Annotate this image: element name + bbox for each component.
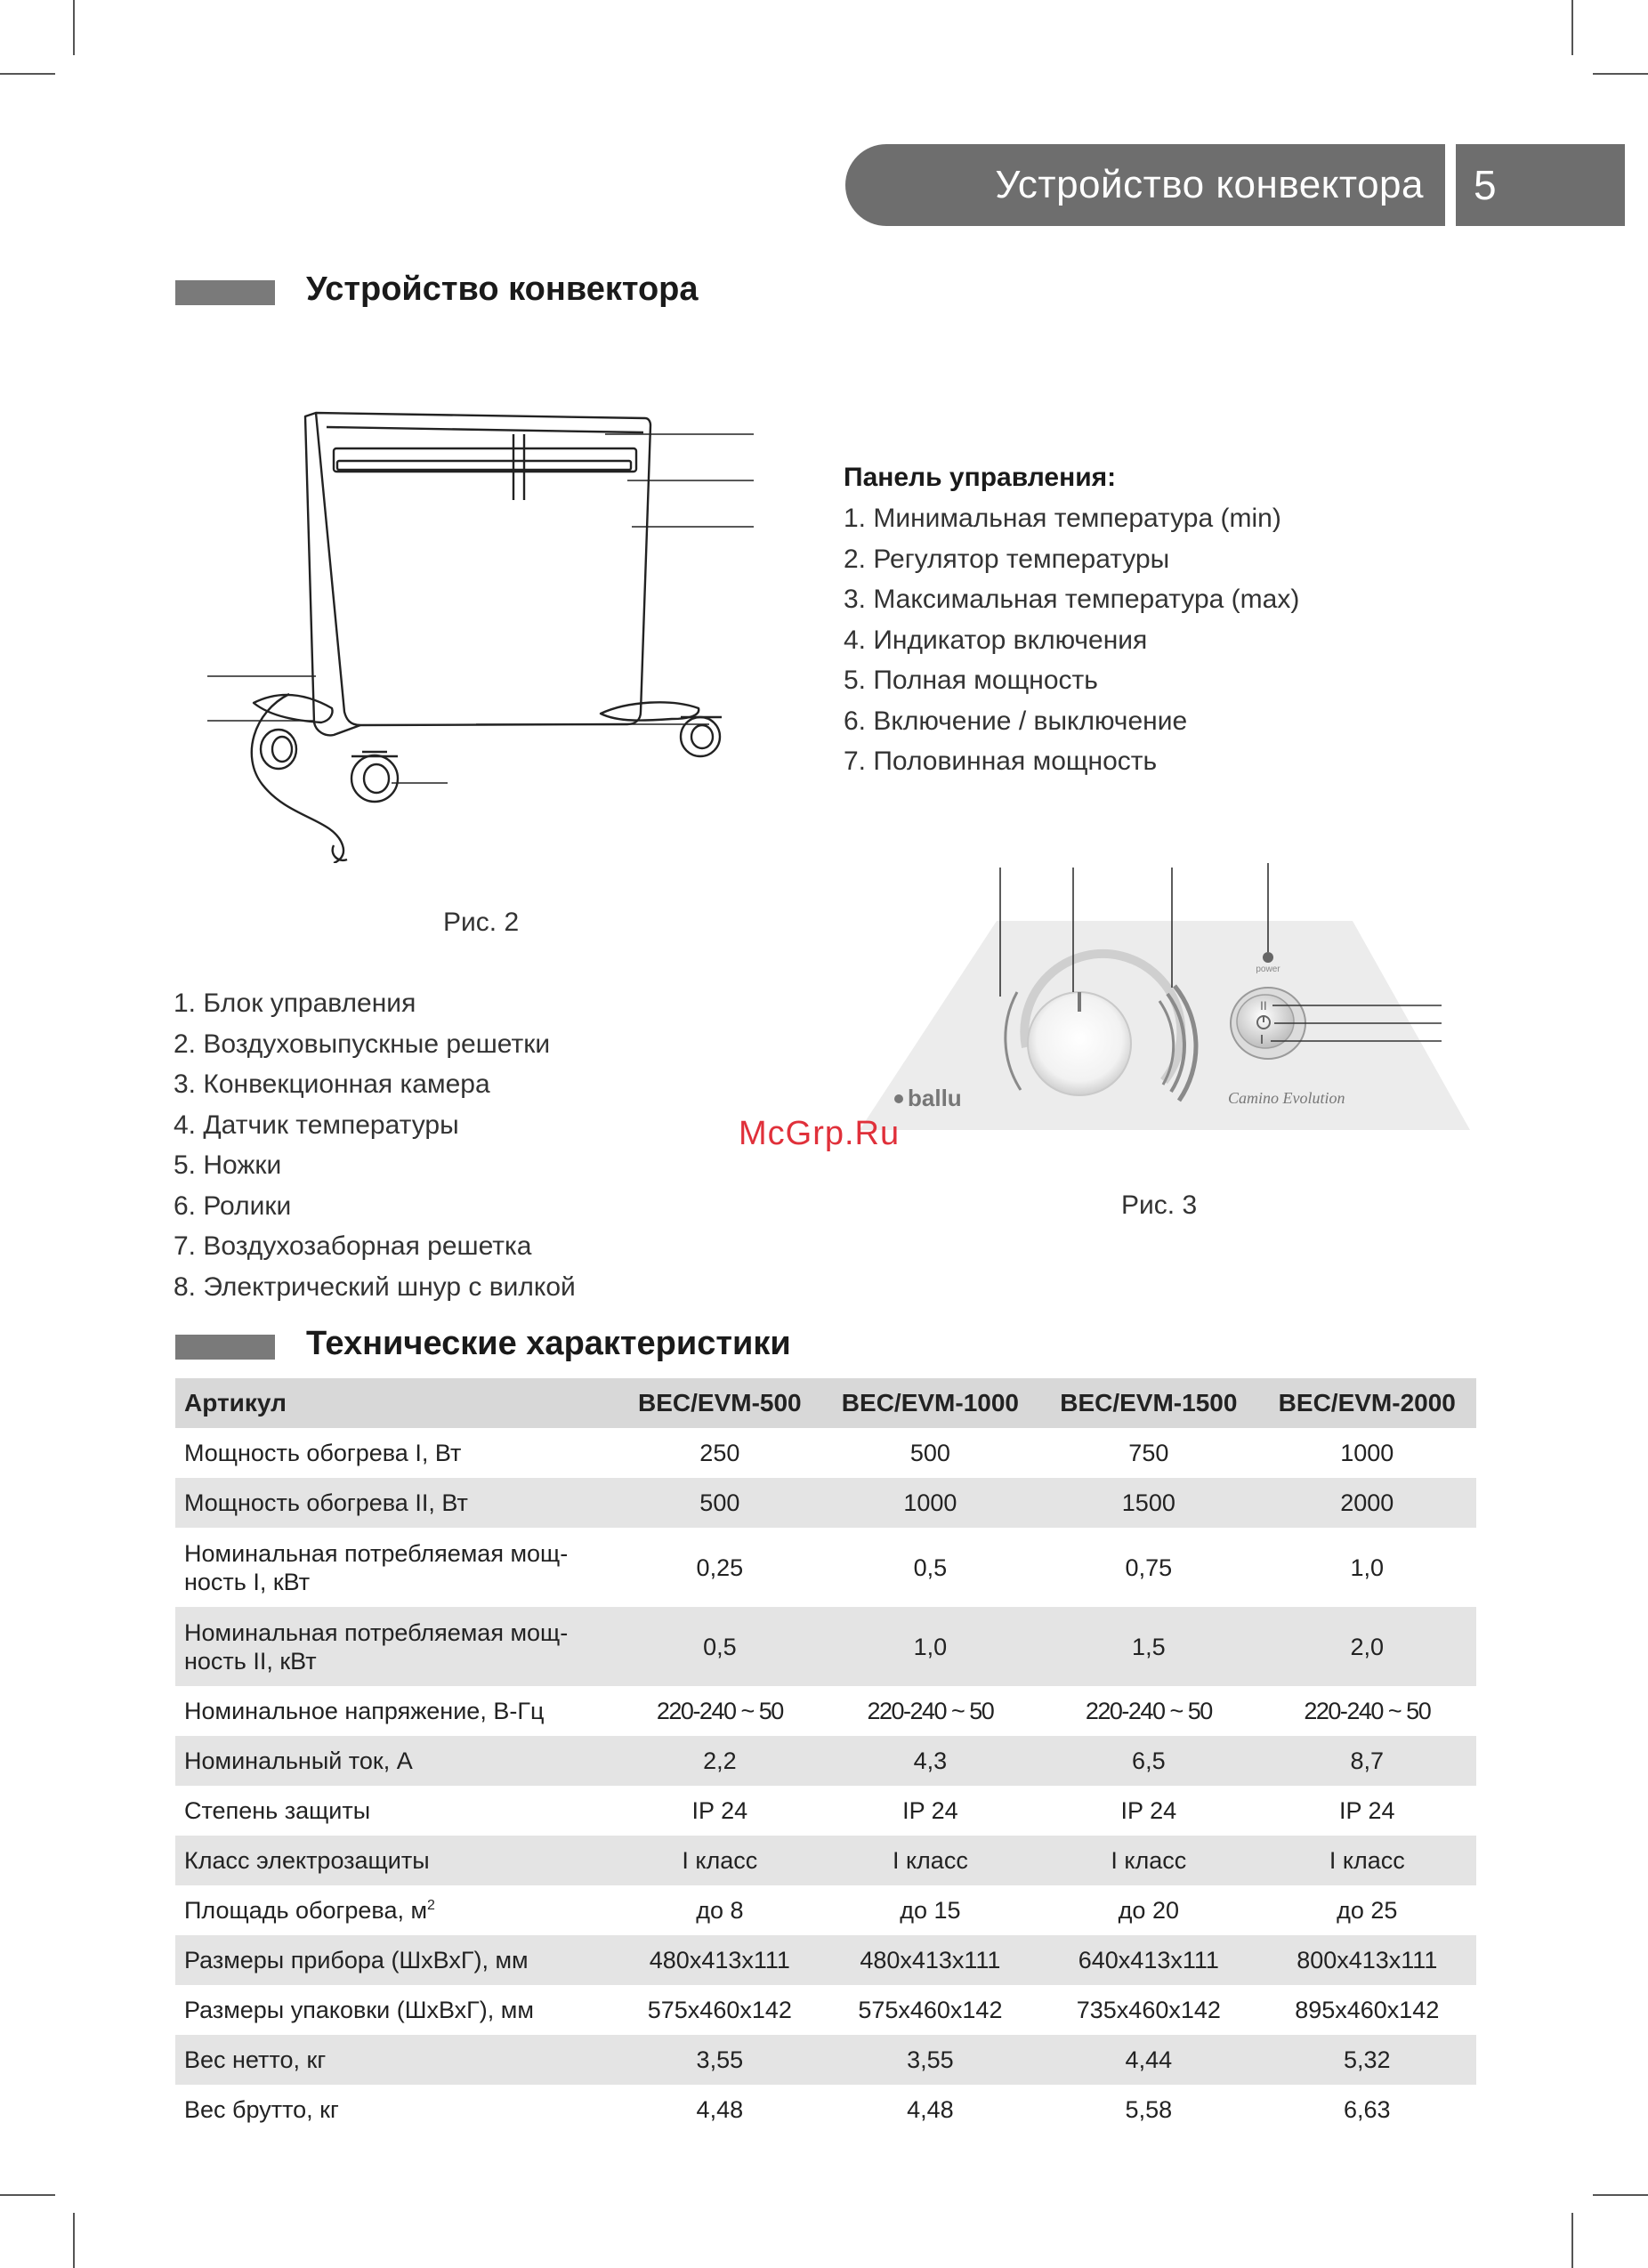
table-row xyxy=(175,2085,1476,2135)
list-item: 2. Воздуховыпускные решетки xyxy=(174,1029,551,1059)
row-label: Мощность обогрева II, Вт xyxy=(175,1478,618,1528)
svg-text:ballu: ballu xyxy=(908,1085,962,1111)
table-cell: I класс xyxy=(618,1836,821,1885)
list-item: 6. Ролики xyxy=(174,1190,292,1221)
table-cell: IP 24 xyxy=(1338,1796,1395,1824)
table-cell: 0,25 xyxy=(696,1554,744,1581)
table-cell: 1,0 xyxy=(1350,1554,1385,1581)
list-item: 5. Полная мощность xyxy=(844,666,1098,695)
table-cell: IP 24 xyxy=(691,1796,748,1824)
table-cell: I класс xyxy=(821,1836,1039,1885)
page-number: 5 xyxy=(1456,144,1625,226)
crop-mark xyxy=(1571,0,1573,55)
table-cell: 6,5 xyxy=(1039,1736,1257,1786)
table-cell: 4,48 xyxy=(907,2095,954,2123)
table-cell: 640x413x111 xyxy=(1039,1935,1257,1985)
list-item: 4. Индикатор включения xyxy=(844,625,1148,655)
row-label-line: ность II, кВт xyxy=(184,1647,317,1675)
table-cell: 4,44 xyxy=(1039,2035,1257,2085)
row-label: Номинальное напряжение, В-Гц xyxy=(184,1697,545,1724)
crop-mark xyxy=(0,2194,55,2196)
convector-diagram xyxy=(200,400,770,863)
list-item: 1. Блок управления xyxy=(174,989,416,1018)
list-item: 5. Ножки xyxy=(174,1150,282,1180)
list-item: 2. Регулятор температуры xyxy=(844,544,1170,574)
row-label-text: Площадь обогрева, м xyxy=(184,1896,428,1924)
model-script: Camino Evolution xyxy=(1228,1089,1345,1107)
table-cell: I класс xyxy=(1039,1836,1257,1885)
table-cell: 220-240 ~ 50 xyxy=(1304,1697,1431,1724)
table-cell: 750 xyxy=(1128,1439,1169,1466)
table-cell: 480x413x111 xyxy=(821,1935,1039,1985)
table-cell: до 20 xyxy=(1118,1896,1179,1924)
row-label-line: Номинальная потребляемая мощ- xyxy=(184,1618,569,1646)
crop-mark xyxy=(1593,2194,1648,2196)
row-label: Вес брутто, кг xyxy=(184,2095,339,2123)
table-row xyxy=(175,1836,1476,1885)
table-row xyxy=(175,1528,1476,1607)
column-header: BEC/EVM-500 xyxy=(618,1378,821,1428)
crop-mark xyxy=(73,0,75,55)
section-bar xyxy=(175,280,275,305)
row-label: Размеры упаковки (ШхВхГ), мм xyxy=(184,1996,534,2023)
crop-mark xyxy=(1571,2213,1573,2268)
table-cell: 250 xyxy=(699,1439,740,1466)
table-cell: IP 24 xyxy=(1120,1796,1177,1824)
row-label xyxy=(175,1528,618,1607)
fig2-caption: Рис. 2 xyxy=(443,908,520,937)
panel-list xyxy=(844,498,1299,782)
table-cell: до 8 xyxy=(696,1896,744,1924)
table-cell: 575x460x142 xyxy=(647,1996,792,2023)
list-item: 3. Конвекционная камера xyxy=(174,1069,490,1099)
row-label xyxy=(175,1885,618,1935)
parts-list xyxy=(174,983,576,1307)
table-cell: 220-240 ~ 50 xyxy=(656,1697,783,1724)
list-item: 7. Воздухозаборная решетка xyxy=(174,1231,532,1261)
table-cell: 1500 xyxy=(1039,1478,1257,1528)
column-header: BEC/EVM-1500 xyxy=(1039,1378,1257,1428)
power-label: power xyxy=(1256,965,1280,974)
list-item: 7. Половинная мощность xyxy=(844,747,1158,776)
table-cell: 220-240 ~ 50 xyxy=(1085,1697,1212,1724)
row-label: Номинальный ток, А xyxy=(175,1736,618,1786)
table-cell: 500 xyxy=(618,1478,821,1528)
table-cell: 6,63 xyxy=(1343,2095,1391,2123)
table-cell: 480x413x111 xyxy=(618,1935,821,1985)
table-cell: 0,5 xyxy=(618,1607,821,1686)
table-cell: 0,5 xyxy=(913,1554,948,1581)
table-row xyxy=(175,1786,1476,1836)
table-cell: 2000 xyxy=(1258,1478,1476,1528)
table-cell: 3,55 xyxy=(821,2035,1039,2085)
table-row xyxy=(175,1736,1476,1786)
table-cell: 1000 xyxy=(821,1478,1039,1528)
table-cell: до 25 xyxy=(1337,1896,1398,1924)
list-item: 6. Включение / выключение xyxy=(844,706,1188,736)
table-cell: 1000 xyxy=(1340,1439,1394,1466)
panel-heading: Панель управления: xyxy=(844,463,1117,492)
table-cell: 5,32 xyxy=(1258,2035,1476,2085)
table-cell: 575x460x142 xyxy=(858,1996,1003,2023)
table-cell: 8,7 xyxy=(1258,1736,1476,1786)
section-title: Технические характеристики xyxy=(306,1325,791,1362)
table-cell: 0,75 xyxy=(1125,1554,1173,1581)
column-header: BEC/EVM-2000 xyxy=(1258,1378,1476,1428)
table-cell: I класс xyxy=(1258,1836,1476,1885)
crop-mark xyxy=(1593,73,1648,75)
table-cell: IP 24 xyxy=(902,1796,958,1824)
table-row xyxy=(175,2035,1476,2085)
table-cell: 4,48 xyxy=(696,2095,744,2123)
row-label: Степень защиты xyxy=(184,1796,371,1824)
table-row xyxy=(175,1607,1476,1686)
list-item: 4. Датчик температуры xyxy=(174,1110,459,1140)
table-cell: 1,0 xyxy=(821,1607,1039,1686)
table-cell: 500 xyxy=(909,1439,950,1466)
section-bar xyxy=(175,1335,275,1360)
table-header-row xyxy=(175,1378,1476,1428)
table-row xyxy=(175,1935,1476,1985)
table-cell: 895x460x142 xyxy=(1295,1996,1440,2023)
crop-mark xyxy=(73,2213,75,2268)
svg-text:II: II xyxy=(1260,998,1267,1013)
table-row xyxy=(175,1985,1476,2035)
row-label-sup: 2 xyxy=(427,1897,435,1913)
table-cell: 735x460x142 xyxy=(1076,1996,1221,2023)
table-cell: 220-240 ~ 50 xyxy=(867,1697,994,1724)
table-row xyxy=(175,1428,1476,1478)
row-label: Размеры прибора (ШхВхГ), мм xyxy=(175,1935,618,1985)
row-label: Вес нетто, кг xyxy=(175,2035,618,2085)
column-header: BEC/EVM-1000 xyxy=(821,1378,1039,1428)
spec-table xyxy=(175,1378,1476,2135)
control-panel-diagram xyxy=(854,859,1477,1134)
row-label-line: ность I, кВт xyxy=(184,1568,311,1595)
crop-mark xyxy=(0,73,55,75)
table-row xyxy=(175,1686,1476,1736)
header-title: Устройство конвектора xyxy=(845,144,1445,226)
table-row xyxy=(175,1478,1476,1528)
row-label-line: Номинальная потребляемая мощ- xyxy=(184,1539,569,1567)
list-item: 8. Электрический шнур с вилкой xyxy=(174,1271,576,1302)
section-title: Устройство конвектора xyxy=(306,270,699,308)
row-label: Класс электрозащиты xyxy=(175,1836,618,1885)
table-cell: 1,5 xyxy=(1039,1607,1257,1686)
table-cell: до 15 xyxy=(900,1896,961,1924)
row-label xyxy=(175,1607,618,1686)
table-cell: 2,2 xyxy=(618,1736,821,1786)
table-row xyxy=(175,1885,1476,1935)
table-cell: 4,3 xyxy=(821,1736,1039,1786)
table-cell: 3,55 xyxy=(618,2035,821,2085)
table-cell: 5,58 xyxy=(1125,2095,1173,2123)
table-cell: 2,0 xyxy=(1258,1607,1476,1686)
column-header: Артикул xyxy=(175,1378,618,1428)
list-item: 1. Минимальная температура (min) xyxy=(844,504,1281,533)
list-item: 3. Максимальная температура (max) xyxy=(844,585,1300,614)
row-label: Мощность обогрева I, Вт xyxy=(184,1439,462,1466)
watermark: McGrp.Ru xyxy=(739,1115,901,1152)
table-cell: 800x413x111 xyxy=(1258,1935,1476,1985)
fig3-caption: Рис. 3 xyxy=(1121,1190,1198,1220)
